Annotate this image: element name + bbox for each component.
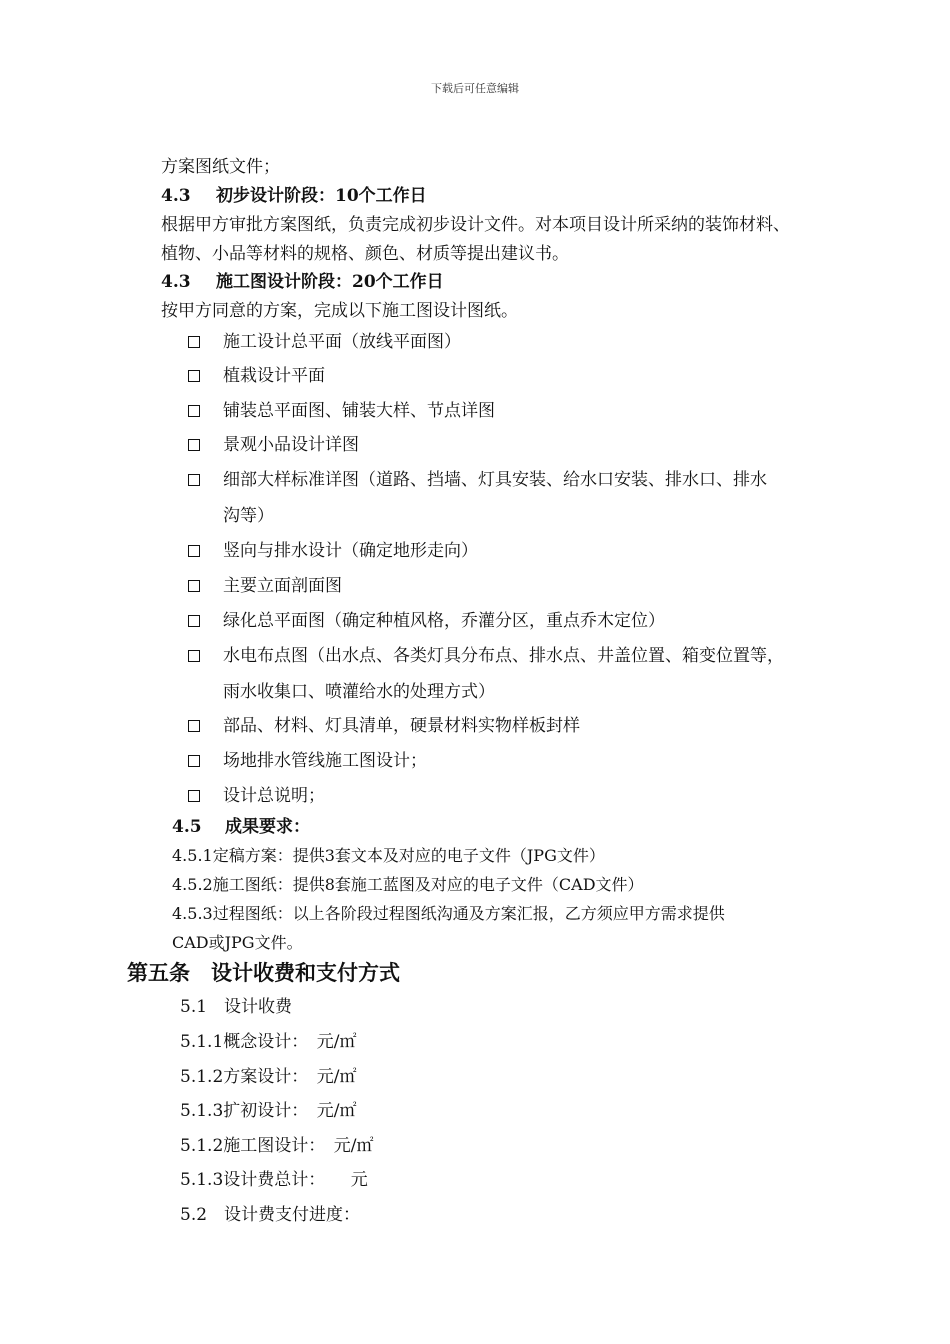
- section-4-3-heading: [161, 185, 427, 207]
- list-item-continuation: 沟等）: [223, 506, 274, 526]
- page-header: 下载后可任意编辑: [431, 82, 519, 95]
- list-item: 景观小品设计详图: [223, 435, 359, 455]
- list-item: 施工设计总平面（放线平面图）: [223, 332, 461, 352]
- section-4-3-heading: [161, 271, 444, 293]
- list-item: 铺装总平面图、铺装大样、节点详图: [223, 401, 495, 421]
- checkbox-icon: [188, 439, 200, 451]
- list-item: 场地排水管线施工图设计；: [223, 751, 427, 771]
- list-item: 绿化总平面图（确定种植风格，乔灌分区，重点乔木定位）: [223, 611, 665, 631]
- deliverable-line: 4.5.1定稿方案：提供3套文本及对应的电子文件（JPG文件）: [172, 846, 605, 865]
- fee-line: 5.1.3设计费总计： 元: [180, 1170, 368, 1190]
- paragraph-line: 植物、小品等材料的规格、颜色、材质等提出建议书。: [161, 244, 569, 264]
- fee-line: 5.1.1概念设计： 元/㎡: [180, 1032, 357, 1052]
- deliverable-line: CAD或JPG文件。: [172, 933, 303, 952]
- checkbox-icon: [188, 755, 200, 767]
- checkbox-icon: [188, 370, 200, 382]
- list-item: 主要立面剖面图: [223, 576, 342, 596]
- section-5-2: 5.2 设计费支付进度：: [180, 1205, 361, 1225]
- list-item-continuation: 雨水收集口、喷灌给水的处理方式）: [223, 682, 495, 702]
- article-5-title: 第五条 设计收费和支付方式: [127, 960, 400, 985]
- checkbox-icon: [188, 474, 200, 486]
- list-item: 设计总说明；: [223, 786, 325, 806]
- checkbox-icon: [188, 580, 200, 592]
- checkbox-icon: [188, 545, 200, 557]
- list-item: 细部大样标准详图（道路、挡墙、灯具安装、给水口安装、排水口、排水: [223, 470, 767, 490]
- checkbox-icon: [188, 790, 200, 802]
- fee-line: 5.1.2方案设计： 元/㎡: [180, 1067, 357, 1087]
- section-number: 4.3: [161, 272, 191, 292]
- section-4-5-heading: [172, 816, 310, 838]
- section-title: 初步设计阶段：10个工作日: [216, 186, 427, 206]
- list-item: 部品、材料、灯具清单，硬景材料实物样板封样: [223, 716, 580, 736]
- section-number: 4.5: [172, 817, 202, 837]
- checkbox-icon: [188, 405, 200, 417]
- checkbox-icon: [188, 336, 200, 348]
- checkbox-icon: [188, 720, 200, 732]
- paragraph-line: 根据甲方审批方案图纸，负责完成初步设计文件。对本项目设计所采纳的装饰材料、: [161, 215, 790, 235]
- list-item: 植栽设计平面: [223, 366, 325, 386]
- deliverable-line: 4.5.3过程图纸：以上各阶段过程图纸沟通及方案汇报，乙方须应甲方需求提供: [172, 904, 725, 923]
- list-item: 水电布点图（出水点、各类灯具分布点、排水点、井盖位置、箱变位置等，: [223, 646, 784, 666]
- list-item: 竖向与排水设计（确定地形走向）: [223, 541, 478, 561]
- checkbox-icon: [188, 615, 200, 627]
- section-title: 施工图设计阶段：20个工作日: [216, 272, 444, 292]
- section-number: 4.3: [161, 186, 191, 206]
- paragraph-line: 按甲方同意的方案，完成以下施工图设计图纸。: [161, 301, 518, 321]
- fee-line: 5.1.3扩初设计： 元/㎡: [180, 1101, 357, 1121]
- checkbox-icon: [188, 650, 200, 662]
- fee-line: 5.1.2施工图设计： 元/㎡: [180, 1136, 374, 1156]
- text-line: 方案图纸文件；: [161, 157, 280, 177]
- deliverable-line: 4.5.2施工图纸：提供8套施工蓝图及对应的电子文件（CAD文件）: [172, 875, 644, 894]
- section-5-1: 5.1 设计收费: [180, 997, 293, 1017]
- section-title: 成果要求：: [225, 817, 310, 837]
